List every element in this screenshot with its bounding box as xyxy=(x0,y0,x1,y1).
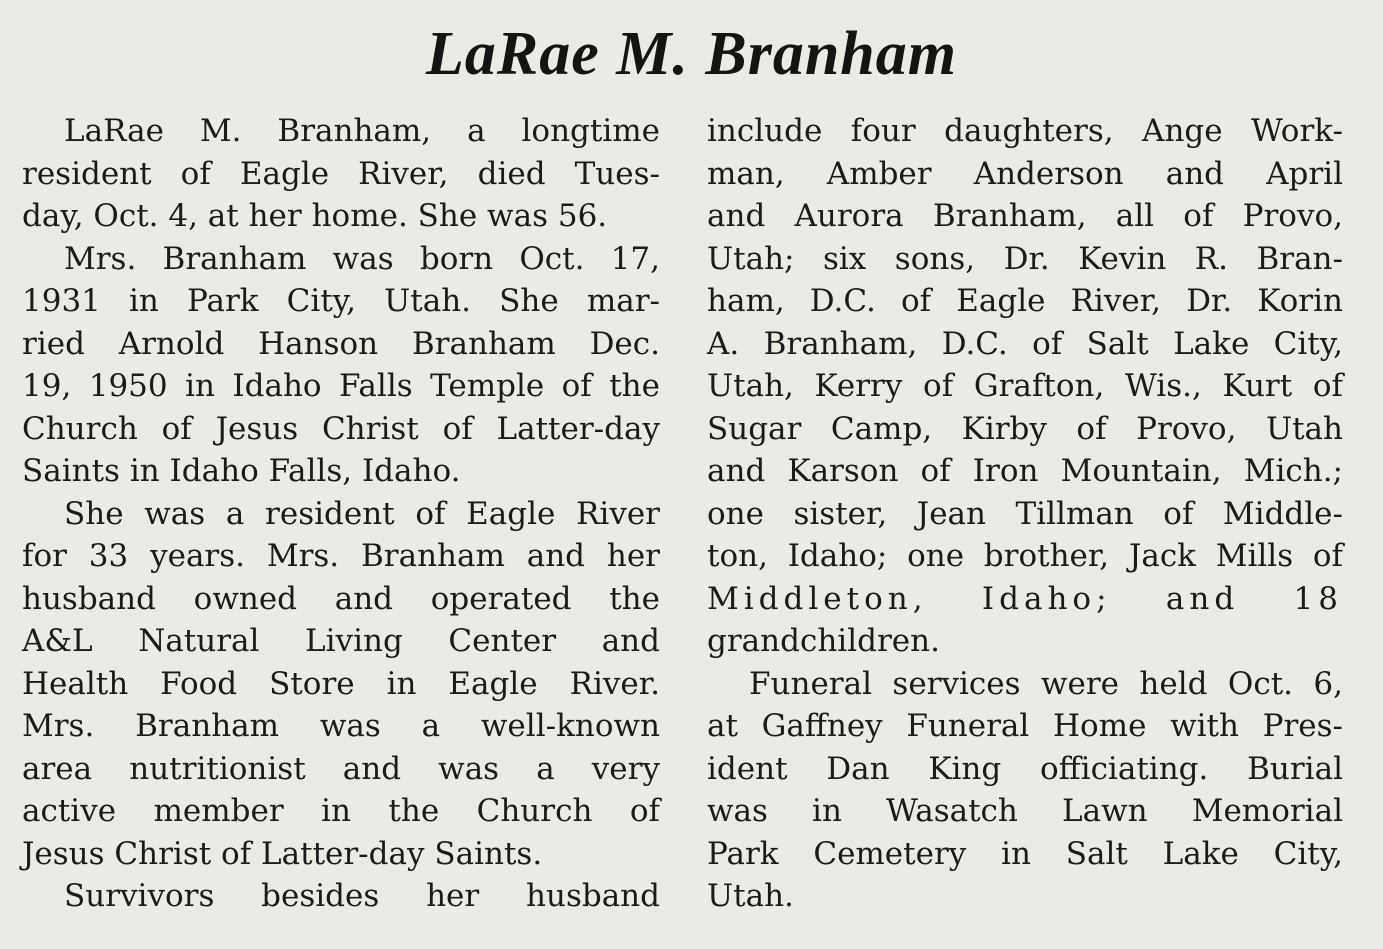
text-line: Park Cemetery in Salt Lake City, xyxy=(707,835,1343,872)
text-line: Mrs. Branham was born Oct. 17, xyxy=(64,240,660,277)
text-line: husband owned and operated the xyxy=(22,580,660,617)
text-line: ton, Idaho; one brother, Jack Mills of xyxy=(707,538,1343,574)
text-line: ham, D.C. of Eagle River, Dr. Korin xyxy=(707,283,1343,319)
text-line: A&L Natural Living Center and xyxy=(22,623,660,659)
text-line: Mrs. Branham was a well-known xyxy=(22,708,660,744)
text-line: grandchildren. xyxy=(707,623,940,659)
text-line: ried Arnold Hanson Branham Dec. xyxy=(22,325,660,362)
text-line: LaRae M. Branham, a longtime xyxy=(64,113,660,149)
text-line: Saints in Idaho Falls, Idaho. xyxy=(22,453,461,489)
text-line: ident Dan King officiating. Burial xyxy=(707,750,1343,787)
text-line: Middleton, Idaho; and 18 xyxy=(707,580,1343,617)
text-line: was in Wasatch Lawn Memorial xyxy=(707,793,1343,829)
text-line: one sister, Jean Tillman of Middle- xyxy=(707,495,1343,532)
text-line: Jesus Christ of Latter-day Saints. xyxy=(22,835,543,872)
right-column xyxy=(707,110,1343,918)
text-line: 19, 1950 in Idaho Falls Temple of the xyxy=(22,368,660,404)
left-column xyxy=(22,110,660,918)
text-line: Survivors besides her husband xyxy=(64,878,660,914)
text-line: Health Food Store in Eagle River. xyxy=(22,665,660,702)
text-line: Utah; six sons, Dr. Kevin R. Bran- xyxy=(707,240,1343,277)
text-line: area nutritionist and was a very xyxy=(22,750,660,787)
text-line: She was a resident of Eagle River xyxy=(64,495,660,532)
text-line: for 33 years. Mrs. Branham and her xyxy=(22,538,660,574)
text-line: man, Amber Anderson and April xyxy=(707,155,1343,192)
text-line: resident of Eagle River, died Tues- xyxy=(22,155,660,192)
text-line: day, Oct. 4, at her home. She was 56. xyxy=(22,198,608,234)
text-line: Utah. xyxy=(707,878,794,914)
text-line: Church of Jesus Christ of Latter-day xyxy=(22,410,660,447)
text-line: Funeral services were held Oct. 6, xyxy=(749,665,1343,702)
text-line: active member in the Church of xyxy=(22,793,660,829)
text-line: A. Branham, D.C. of Salt Lake City, xyxy=(707,325,1343,362)
text-line: and Aurora Branham, all of Provo, xyxy=(707,198,1343,234)
text-line: Sugar Camp, Kirby of Provo, Utah xyxy=(707,410,1343,447)
headline: LaRae M. Branham xyxy=(425,20,958,88)
text-line: and Karson of Iron Mountain, Mich.; xyxy=(707,453,1343,489)
text-line: include four daughters, Ange Work- xyxy=(707,113,1343,149)
text-line: at Gaffney Funeral Home with Pres- xyxy=(707,708,1343,744)
text-line: 1931 in Park City, Utah. She mar- xyxy=(22,283,660,319)
text-line: Utah, Kerry of Grafton, Wis., Kurt of xyxy=(707,368,1343,404)
